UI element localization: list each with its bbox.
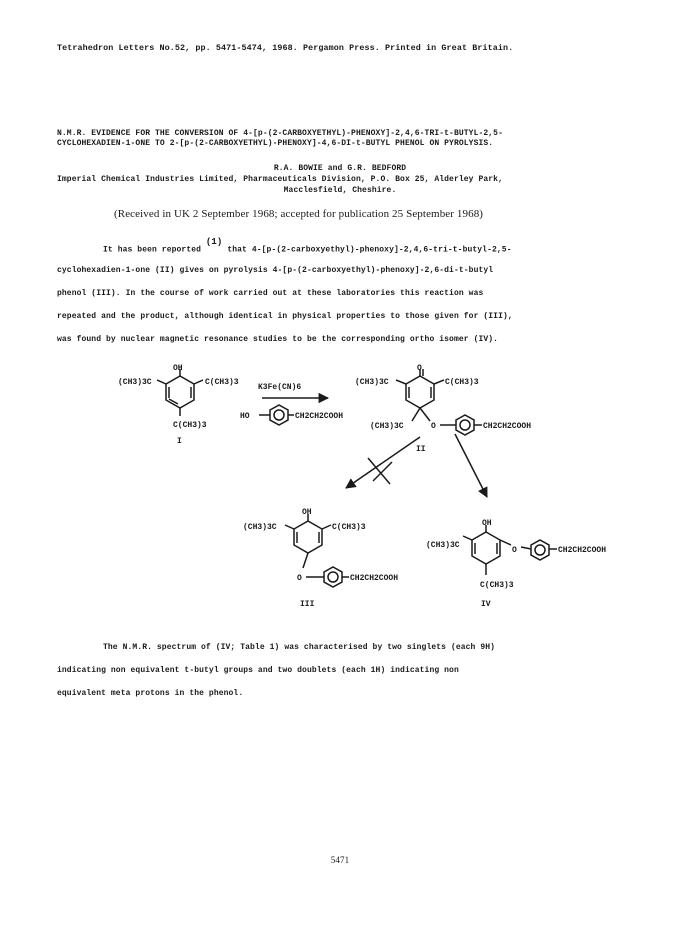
paragraph2-line3: equivalent meta protons in the phenol.	[57, 689, 244, 698]
arrow-to-IV	[455, 434, 487, 497]
affiliation-line2: Macclesfield, Cheshire.	[283, 186, 397, 195]
compound-III-ether-o: O	[297, 574, 302, 583]
compound-II-label: II	[416, 445, 426, 454]
reagent-phenol-ring	[259, 405, 294, 425]
compound-I-oh: OH	[173, 364, 183, 373]
compound-IV-bottom-substituent: C(CH3)3	[480, 581, 514, 590]
compound-IV-oh: OH	[482, 519, 492, 528]
reagent-phenol-chain: CH2CH2COOH	[295, 412, 344, 421]
compound-IV-left-substituent: (CH3)3C	[426, 541, 460, 550]
compound-II-right-substituent: C(CH3)3	[445, 378, 479, 387]
compound-I-bottom-substituent: C(CH3)3	[173, 421, 207, 430]
reaction-scheme	[0, 355, 680, 620]
page-number: 5471	[330, 855, 350, 865]
compound-II-chain: CH2CH2COOH	[483, 422, 532, 431]
reference-citation: (1)	[205, 237, 223, 247]
reagent-oxidant: K3Fe(CN)6	[258, 383, 302, 392]
paragraph1-line1-end: that 4-[p-(2-carboxyethyl)-phenoxy]-2,4,6-tri-t-butyl-2,5-	[227, 245, 512, 255]
compound-I-right-substituent: C(CH3)3	[205, 378, 239, 387]
article-title-line2: CYCLOHEXADIEN-1-ONE TO 2-[p-(2-CARBOXYETHYL)-PHENOXY]-4,6-DI-t-BUTYL PHENOL ON PYROLYSIS.	[57, 139, 494, 148]
paragraph1-line5: was found by nuclear magnetic resonance studies to be the corresponding ortho isomer (IV).	[57, 335, 499, 344]
compound-II-left-substituent: (CH3)3C	[355, 378, 389, 387]
paragraph2-line1: The N.M.R. spectrum of (IV; Table 1) was characterised by two singlets (each 9H)	[103, 643, 496, 652]
compound-III-right-substituent: C(CH3)3	[332, 523, 366, 532]
reagent-phenol-ho: HO	[240, 412, 250, 421]
journal-header: Tetrahedron Letters No.52, pp. 5471-5474, 1968. Pergamon Press. Printed in Great Britain.	[57, 43, 514, 53]
authors: R.A. BOWIE and G.R. BEDFORD	[273, 164, 407, 173]
article-title-line1: N.M.R. EVIDENCE FOR THE CONVERSION OF 4-[p-(2-CARBOXYETHYL)-PHENOXY]-2,4,6-TRI-t-BUTYL-2,5-	[57, 129, 503, 138]
blocked-arrow-to-III	[346, 437, 420, 488]
compound-II-quat-substituent: (CH3)3C	[370, 422, 404, 431]
compound-II-ether-o: O	[431, 422, 436, 431]
affiliation-line1: Imperial Chemical Industries Limited, Pharmaceuticals Division, P.O. Box 25, Alderley Park,	[57, 175, 503, 184]
compound-IV-label: IV	[481, 600, 491, 609]
received-dates: (Received in UK 2 September 1968; accepted for publication 25 September 1968)	[114, 208, 484, 220]
compound-IV-chain: CH2CH2COOH	[558, 546, 607, 555]
compound-I-left-substituent: (CH3)3C	[118, 378, 152, 387]
compound-III-label: III	[300, 600, 315, 609]
paragraph1-line2: cyclohexadien-1-one (II) gives on pyrolysis 4-[p-(2-carboxyethyl)-phenoxy]-2,6-di-t-butyl	[57, 266, 494, 275]
paragraph1-line3: phenol (III). In the course of work carried out at these laboratories this reaction was	[57, 289, 484, 298]
compound-IV-ether-o: O	[512, 546, 517, 555]
compound-III-oh: OH	[302, 508, 312, 517]
compound-III-left-substituent: (CH3)3C	[243, 523, 277, 532]
paragraph1-line1	[103, 237, 512, 255]
compound-IV-structure	[463, 525, 557, 575]
compound-I-structure	[157, 369, 203, 416]
paragraph2-line2: indicating non equivalent t-butyl groups and two doublets (each 1H) indicating non	[57, 666, 459, 675]
paragraph1-line4: repeated and the product, although identical in physical properties to those given for (III),	[57, 312, 513, 321]
paragraph1-line1-start: It has been reported	[103, 245, 202, 255]
compound-II-ketone-o: O	[417, 364, 422, 373]
compound-III-chain: CH2CH2COOH	[350, 574, 399, 583]
compound-I-label: I	[177, 437, 182, 446]
